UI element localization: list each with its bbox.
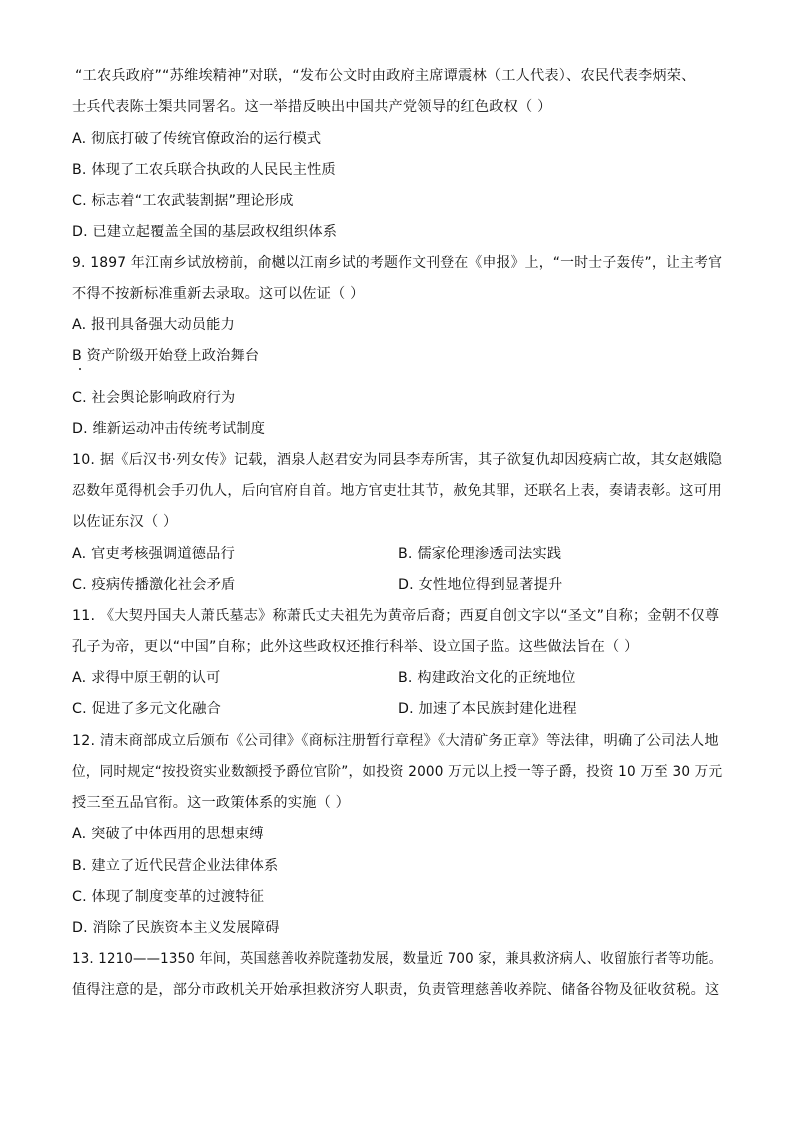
q10-stem-line-2: 忍数年觅得机会手刃仇人，后向官府自首。地方官吏壮其节，赦免其罪，还联名上表，奏请表彰。这可用 [72, 483, 722, 499]
q9-option-a: A. 报刊具备强大动员能力 [72, 317, 235, 333]
q9-option-b: B 资产阶级开始登上政治舞台 [72, 348, 260, 364]
q11-option-c: C. 促进了多元文化融合 [72, 701, 222, 717]
q9-stem-line-2: 不得不按新标准重新去录取。这可以佐证（ ） [72, 286, 365, 302]
q8-option-c: C. 标志着“工农武装割据”理论形成 [72, 193, 294, 209]
q10-stem-line-3: 以佐证东汉（ ） [72, 514, 178, 530]
q8-option-d: D. 已建立起覆盖全国的基层政权组织体系 [72, 224, 338, 240]
q9-option-c: C. 社会舆论影响政府行为 [72, 390, 236, 406]
q10-option-d: D. 女性地位得到显著提升 [398, 577, 563, 593]
q8-stem-line-1: “工农兵政府”“苏维埃精神”对联，“发布公文时由政府主席谭震林（工人代表）、农民代表李炳荣、 [75, 68, 696, 84]
q11-option-b: B. 构建政治文化的正统地位 [398, 670, 576, 686]
q8-option-b: B. 体现了工农兵联合执政的人民民主性质 [72, 162, 336, 178]
q13-stem-line-2: 值得注意的是，部分市政机关开始承担救济穷人职责，负责管理慈善收养院、储备谷物及征收贫税。这 [72, 982, 720, 998]
q11-stem-line-2: 孔子为帝，更以“中国”自称；此外这些政权还推行科举、设立国子监。这些做法旨在（ ） [72, 639, 639, 655]
q10-option-c: C. 疫病传播激化社会矛盾 [72, 577, 236, 593]
q11-option-a: A. 求得中原王朝的认可 [72, 670, 221, 686]
q13-stem-line-1: 13. 1210——1350 年间，英国慈善收养院蓬勃发展，数量近 700 家，兼具救济病人、收留旅行者等功能。 [72, 951, 723, 967]
q12-stem-line-1: 12. 清末商部成立后颁布《公司律》《商标注册暂行章程》《大清矿务正章》等法律，明确了公司法人地 [72, 733, 719, 749]
stray-mark [79, 368, 81, 370]
q12-stem-line-3: 授三至五品官衔。这一政策体系的实施（ ） [72, 795, 351, 811]
q10-option-b: B. 儒家伦理渗透司法实践 [398, 546, 562, 562]
q11-stem-line-1: 11. 《大契丹国夫人萧氏墓志》称萧氏丈夫祖先为黄帝后裔；西夏自创文字以“圣文”自称；金朝不仅尊 [72, 608, 720, 624]
q10-option-a: A. 官吏考核强调道德品行 [72, 546, 235, 562]
q11-option-d: D. 加速了本民族封建化进程 [398, 701, 577, 717]
q9-stem-line-1: 9. 1897 年江南乡试放榜前，俞樾以江南乡试的考题作文刊登在《申报》上，“一时士子轰传”，让主考官 [72, 255, 723, 271]
q8-stem-line-2: 士兵代表陈士榘共同署名。这一举措反映出中国共产党领导的红色政权（ ） [72, 99, 552, 115]
q12-option-d: D. 消除了民族资本主义发展障碍 [72, 920, 280, 936]
q9-option-d: D. 维新运动冲击传统考试制度 [72, 421, 266, 437]
q12-option-a: A. 突破了中体西用的思想束缚 [72, 826, 264, 842]
q12-option-c: C. 体现了制度变革的过渡特征 [72, 889, 265, 905]
q12-option-b: B. 建立了近代民营企业法律体系 [72, 858, 279, 874]
q8-option-a: A. 彻底打破了传统官僚政治的运行模式 [72, 131, 322, 147]
q10-stem-line-1: 10. 据《后汉书·列女传》记载，酒泉人赵君安为同县李寿所害，其子欲复仇却因疫病亡故，其女赵娥隐 [72, 452, 723, 468]
q12-stem-line-2: 位，同时规定“按投资实业数额授予爵位官阶”，如投资 2000 万元以上授一等子爵，投资 10 万至 30 万元 [72, 764, 723, 780]
